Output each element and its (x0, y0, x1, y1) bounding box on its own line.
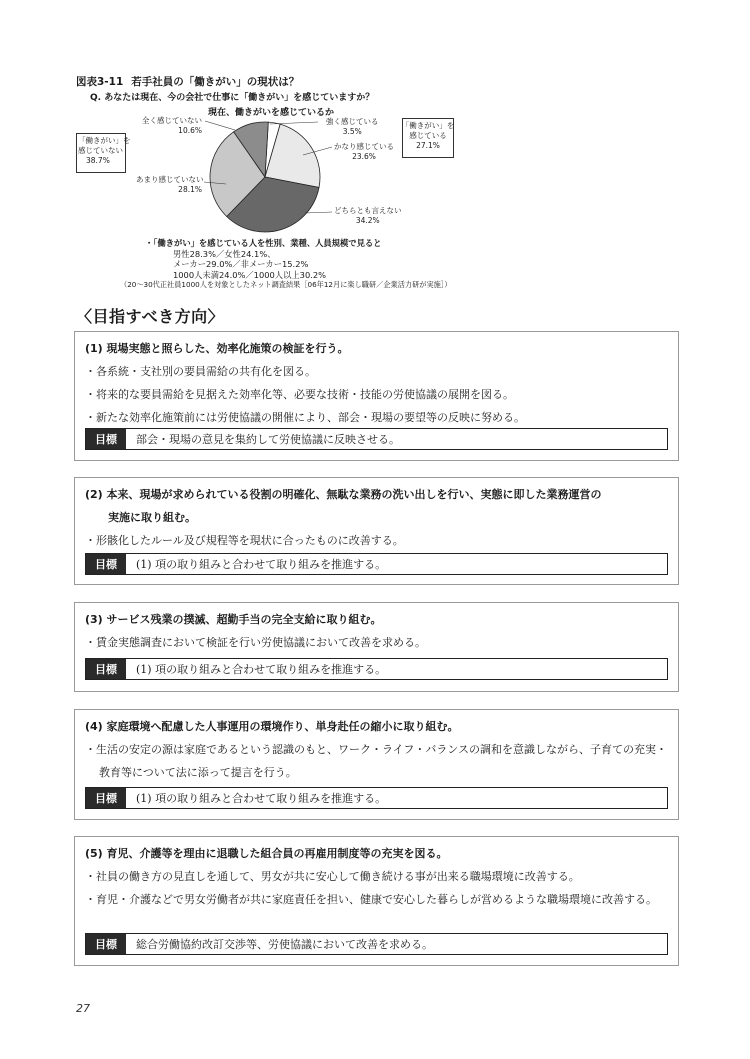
goal-tag: 目標 (86, 934, 126, 954)
goal-text: (1) 項の取り組みと合わせて取り組みを推進する。 (136, 792, 387, 805)
slice-value: 3.5% (342, 127, 362, 136)
group-text: 感じている (409, 131, 447, 140)
slice-value: 34.2% (355, 216, 380, 225)
policy-box-5 (74, 836, 679, 966)
figure-title-text: 若手社員の「働きがい」の現状は？ (131, 76, 300, 88)
figure-notes (120, 238, 452, 291)
notes-line: メーカー29.0%／非メーカー15.2% (173, 259, 309, 270)
group-text: 「働きがい」を (401, 121, 455, 130)
group-text: 「働きがい」を (78, 136, 131, 145)
goal-text: 総合労働協約改訂交渉等、労使協議において改善を求める。 (136, 938, 433, 951)
policy-box-2 (74, 477, 679, 585)
box-heading-text: (5) 育児、介護等を理由に退職した組合員の再雇用制度等の充実を図る。 (85, 847, 448, 860)
goal-bar (85, 428, 668, 450)
goal-bar (85, 553, 668, 575)
label-strongly-feel (326, 117, 379, 137)
list-item: ・育児・介護などで男女労働者が共に家庭責任を担い、健康で安心した暮らしが営めるような職場環境に改善する。 (85, 893, 657, 906)
box-heading-text: (3) サービス残業の撲滅、超勤手当の完全支給に取り組む。 (85, 613, 382, 626)
box-items (75, 865, 678, 911)
group-feel-label (398, 121, 458, 151)
survey-question: Q. あなたは現在、今の会社で仕事に「働きがい」を感じていますか？ (90, 93, 375, 103)
notes-heading: ・「働きがい」を感じている人を性別、業種、人員規模で見ると (145, 238, 382, 248)
goal-bar (85, 933, 668, 955)
policy-box-4 (74, 709, 679, 820)
notes-line: 1000人未満24.0%／1000人以上30.2% (173, 269, 327, 280)
slice-value: 23.6% (352, 152, 376, 161)
pie-heading: 現在、働きがいを感じているか (208, 108, 335, 118)
box-items (75, 360, 678, 429)
goal-text: 部会・現場の意見を集約して労使協議に反映させる。 (136, 433, 400, 446)
slice-label: かなり感じている (334, 142, 394, 151)
list-item: ・新たな効率化施策前には労使協議の開催により、部会・現場の要望等の反映に努める。 (85, 411, 525, 424)
goal-tag: 目標 (86, 788, 126, 808)
goal-text: (1) 項の取り組みと合わせて取り組みを推進する。 (136, 663, 387, 676)
label-neither (334, 206, 402, 226)
group-value: 27.1% (416, 141, 440, 150)
goal-tag: 目標 (86, 429, 126, 449)
box-items (75, 631, 678, 654)
list-item: ・将来的な要員需給を見据えた効率化等、必要な技術・技能の労使協議の展開を図る。 (85, 388, 514, 401)
slice-label: 強く感じている (326, 117, 379, 126)
box-heading (85, 715, 678, 738)
goal-tag: 目標 (86, 659, 126, 679)
box-heading-text: 実施に取り組む。 (108, 511, 196, 524)
group-text: 感じていない (78, 146, 123, 155)
group-not-feel-label (78, 136, 131, 166)
policy-box-3 (74, 602, 679, 692)
notes-line: 男性28.3%／女性24.1%、 (173, 248, 276, 259)
box-heading-text: (2) 本来、現場が求められている役割の明確化、無駄な業務の洗い出しを行い、実態に即した業務運営の (85, 488, 602, 501)
box-items (75, 738, 678, 784)
slice-label: 全く感じていない (142, 116, 202, 125)
goal-bar (85, 787, 668, 809)
box-heading-text: (1) 現場実態と照らした、効率化施策の検証を行う。 (85, 342, 349, 355)
list-item: ・各系統・支社別の要員需給の共有化を図る。 (85, 365, 316, 378)
box-heading (85, 608, 678, 631)
goal-tag: 目標 (86, 554, 126, 574)
list-item: ・賃金実態調査において検証を行い労使協議において改善を求める。 (85, 636, 426, 649)
list-item: ・形骸化したルール及び規程等を現状に合ったものに改善する。 (85, 534, 404, 547)
label-quite-feel (334, 142, 394, 162)
slice-value: 10.6% (178, 126, 202, 135)
box-items (75, 529, 678, 552)
notes-source: （20～30代正社員1000人を対象としたネット調査結果［06年12月に楽し職研／企業活力研が実施］） (120, 280, 452, 290)
box-heading-text: (4) 家庭環境へ配慮した人事運用の環境作り、単身赴任の縮小に取り組む。 (85, 720, 459, 733)
slice-value: 28.1% (178, 185, 202, 194)
box-heading (85, 483, 678, 529)
policy-box-1 (74, 331, 679, 461)
slice-label: どちらとも言えない (334, 206, 402, 215)
page-number: 27 (76, 1002, 90, 1015)
section-title: 〈目指すべき方向〉 (76, 307, 225, 326)
list-item: ・社員の働き方の見直しを通して、男女が共に安心して働き続ける事が出来る職場環境に改善する。 (85, 870, 580, 883)
leader-line (305, 212, 332, 213)
list-item: ・生活の安定の源は家庭であるという認識のもと、ワーク・ライフ・バランスの調和を意識しながら、子育ての充実・教育等について法に添って提言を行う。 (85, 743, 668, 779)
slice-label: あまり感じていない (136, 175, 204, 184)
group-value: 38.7% (86, 156, 110, 165)
goal-bar (85, 658, 668, 680)
label-not-at-all (140, 116, 202, 136)
box-heading (85, 337, 678, 360)
leader-line (205, 121, 235, 130)
box-heading (85, 842, 678, 865)
figure-number: 図表3-11 (76, 76, 124, 88)
goal-text: (1) 項の取り組みと合わせて取り組みを推進する。 (136, 558, 387, 571)
label-not-much (136, 175, 202, 195)
